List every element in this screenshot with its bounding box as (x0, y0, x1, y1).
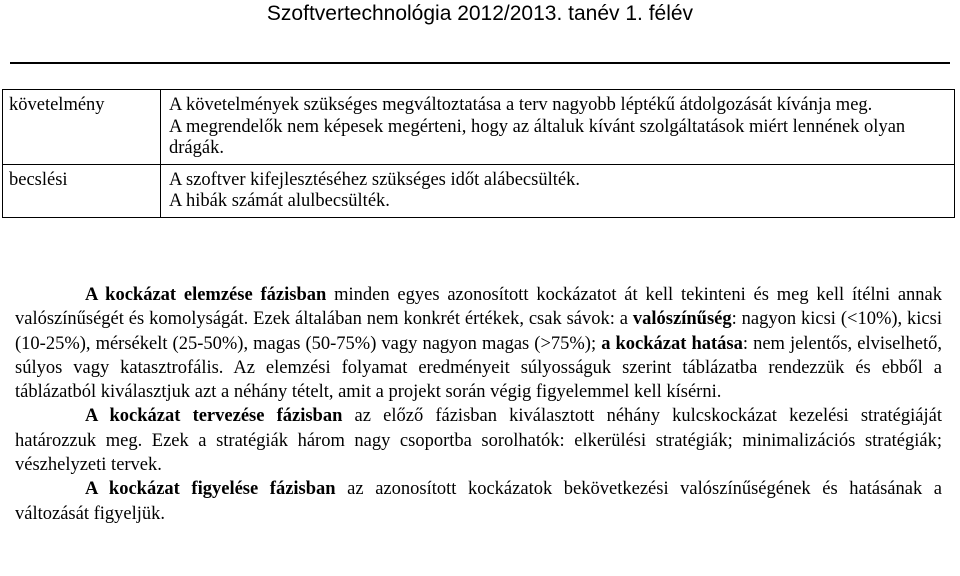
cell-line: A hibák számát alulbecsülték. (169, 191, 390, 212)
text-run: minden egyes azonosított kockázatot át kell tekinteni és meg kell ítélni annak valószínűségét és komolyságát. Ezek általában nem konkrét értékek, csak sávok: a (15, 285, 942, 330)
paragraph-risk-analysis (15, 283, 942, 404)
cell-line: A szoftver kifejlesztéséhez szükséges időt alábecsülték. (169, 169, 580, 190)
row-content (161, 90, 955, 165)
page-header (0, 0, 960, 32)
text-run: az azonosított kockázatok bekövetkezési valószínűségének és hatásának a változását figyeljük. (15, 479, 942, 524)
bold-phrase: A kockázat tervezése fázisban (85, 406, 343, 427)
row-label: követelmény (3, 90, 161, 165)
cell-line: A követelmények szükséges megváltoztatása a terv nagyobb léptékű átdolgozását kívánja meg. (169, 95, 873, 115)
row-content (161, 164, 955, 217)
text-run: : nagyon kicsi (<10%), kicsi (10-25%), mérsékelt (25-50%), magas (50-75%) vagy nagyon magas (>75%); (15, 309, 942, 354)
risk-table-container (2, 89, 955, 218)
bold-phrase: valószínűség (632, 309, 732, 330)
header-title: Szoftvertechnológia 2012/2013. tanév 1. félév (266, 2, 694, 25)
paragraph-risk-monitoring (15, 477, 942, 526)
header-divider (10, 62, 950, 64)
row-label: becslési (3, 164, 161, 217)
table-row (3, 90, 955, 165)
table-row (3, 164, 955, 217)
bold-phrase: A kockázat elemzése fázisban (85, 285, 327, 305)
text-run: az előző fázisban kiválasztott néhány kulcskockázat kezelési stratégiáját határozzuk meg. Ezek a stratégiák három nagy csoportba sorolhatók: elkerülési stratégiák; minimalizációs stratégiák; vészhelyzeti tervek. (15, 406, 942, 476)
text-run: : nem jelentős, elviselhető, súlyos vagy katasztrofális. Az elemzési folyamat eredményeit súlyosságuk szerint táblázatba rendezzük és ebből a táblázatból kiválasztjuk azt a néhány tételt, amit a projekt során végig figyelemmel kell kísérni. (15, 333, 943, 403)
risk-table (2, 89, 955, 218)
paragraph-risk-planning (15, 404, 942, 477)
body-text (15, 283, 942, 526)
cell-line: A megrendelők nem képesek megérteni, hogy az általuk kívánt szolgáltatások miért lennének olyan drágák. (169, 116, 906, 159)
bold-phrase: a kockázat hatása (601, 333, 743, 354)
bold-phrase: A kockázat figyelése fázisban (85, 479, 336, 500)
